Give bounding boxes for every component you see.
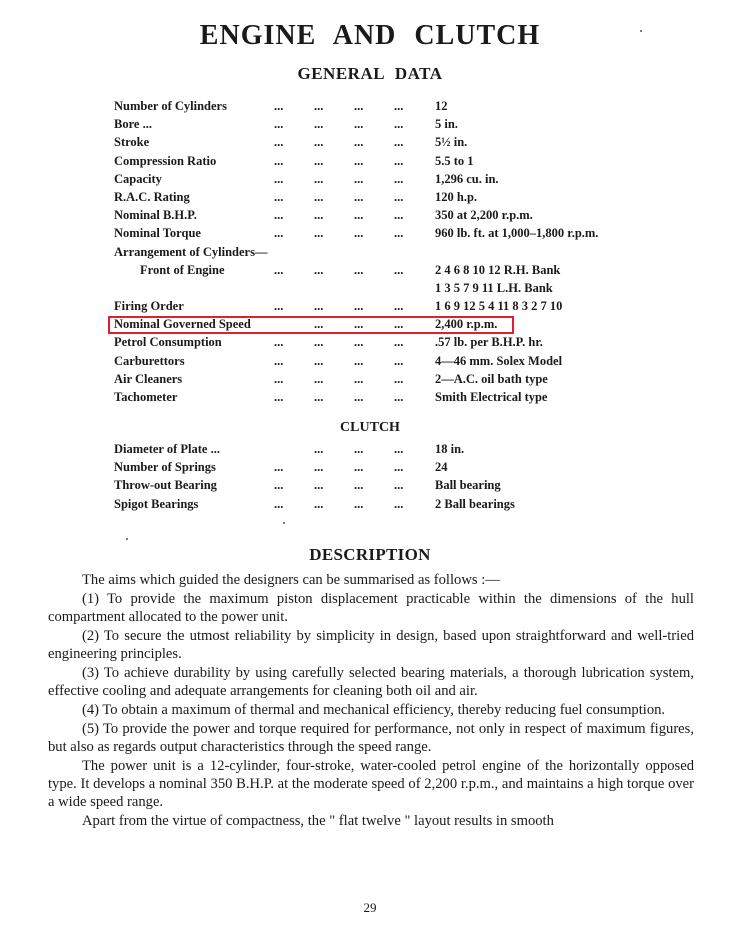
leader-dots: ... <box>314 442 324 456</box>
data-row-value: 18 in. <box>435 442 465 456</box>
leader-dots: ... <box>394 189 404 204</box>
leader-dots: ... <box>314 353 324 368</box>
leader-dots: ... <box>314 189 324 204</box>
leader-dots: ... <box>354 460 364 475</box>
leader-dots: ... <box>274 226 284 241</box>
leader-dots: ... <box>314 371 324 386</box>
description-paragraph: (5) To provide the power and torque required for performance, not only in respect of maximum figures, but also as regards output characteristics through the speed range. <box>48 721 694 755</box>
data-row-label: Carburettors <box>114 353 185 368</box>
leader-dots: ... <box>314 478 324 493</box>
leader-dots: ... <box>394 335 404 350</box>
description-paragraph: (3) To achieve durability by using carefully selected bearing materials, a thorough lubrication system, effective cooling and adequate arrangements for cleaning both oil and air. <box>48 665 694 699</box>
leader-dots: ... <box>274 153 284 168</box>
leader-dots: ... <box>314 226 324 241</box>
leader-dots: ... <box>314 153 324 168</box>
data-row-label: Capacity <box>114 171 162 186</box>
data-row <box>114 190 714 208</box>
leader-dots: ... <box>354 390 364 404</box>
data-row-value: 960 lb. ft. at 1,000–1,800 r.p.m. <box>435 226 599 241</box>
data-row-value: 4—46 mm. Solex Model <box>435 353 563 368</box>
section-heading-general-data: GENERAL DATA <box>297 64 443 83</box>
leader-dots: ... <box>394 299 404 314</box>
print-speck <box>126 538 128 540</box>
data-row-value: 2—A.C. oil bath type <box>435 371 548 386</box>
data-row-value: Ball bearing <box>435 478 501 493</box>
description-body <box>48 571 694 831</box>
leader-dots: ... <box>394 117 404 132</box>
data-row-label: Front of Engine <box>140 262 225 277</box>
leader-dots: ... <box>274 478 284 493</box>
data-row-label: Tachometer <box>114 390 178 404</box>
leader-dots: ... <box>274 189 284 204</box>
leader-dots: ... <box>274 117 284 132</box>
leader-dots: ... <box>354 262 364 277</box>
data-row-label: Air Cleaners <box>114 371 183 386</box>
data-row <box>114 281 714 299</box>
data-row-label: Arrangement of Cylinders— <box>114 244 268 259</box>
leader-dots: ... <box>354 335 364 350</box>
leader-dots: ... <box>354 442 364 456</box>
data-row <box>114 299 714 317</box>
leader-dots: ... <box>354 299 364 314</box>
leader-dots: ... <box>354 189 364 204</box>
leader-dots: ... <box>314 171 324 186</box>
leader-dots: ... <box>354 496 364 511</box>
leader-dots: ... <box>314 496 324 511</box>
leader-dots: ... <box>354 478 364 493</box>
leader-dots: ... <box>274 99 284 113</box>
data-row-label: Nominal Torque <box>114 226 201 241</box>
data-row-value: 5 in. <box>435 117 458 132</box>
leader-dots: ... <box>394 208 404 223</box>
description-paragraph: Apart from the virtue of compactness, the " flat twelve " layout results in smooth <box>82 813 554 829</box>
description-paragraph: The aims which guided the designers can be summarised as follows :— <box>82 572 500 588</box>
leader-dots: ... <box>354 226 364 241</box>
data-row <box>114 154 714 172</box>
leader-dots: ... <box>354 353 364 368</box>
leader-dots: ... <box>354 135 364 150</box>
data-row-value: 2,400 r.p.m. <box>435 317 498 332</box>
data-row-label: Bore ... <box>114 117 152 132</box>
leader-dots: ... <box>314 299 324 314</box>
data-row <box>114 497 714 515</box>
data-row <box>114 135 714 153</box>
clutch-data-table <box>114 442 714 515</box>
leader-dots: ... <box>394 153 404 168</box>
leader-dots: ... <box>354 153 364 168</box>
section-heading-clutch: CLUTCH <box>340 420 400 435</box>
description-paragraph: (1) To provide the maximum piston displacement practicable within the dimensions of the hull compartment allocated to the power unit. <box>48 591 694 625</box>
leader-dots: ... <box>274 371 284 386</box>
leader-dots: ... <box>314 390 324 404</box>
data-row-value: 350 at 2,200 r.p.m. <box>435 208 533 223</box>
leader-dots: ... <box>394 262 404 277</box>
page-number: 29 <box>363 900 377 915</box>
data-row-label: Diameter of Plate ... <box>114 442 220 456</box>
data-row-label: Number of Cylinders <box>114 99 227 113</box>
data-row <box>114 478 714 496</box>
section-heading-description: DESCRIPTION <box>309 545 431 564</box>
data-row-value: 1,296 cu. in. <box>435 171 499 186</box>
data-row <box>114 335 714 353</box>
data-row-value: 24 <box>435 460 448 475</box>
data-row <box>114 442 714 460</box>
leader-dots: ... <box>354 317 364 332</box>
data-row-label: Compression Ratio <box>114 153 217 168</box>
leader-dots: ... <box>394 478 404 493</box>
leader-dots: ... <box>274 353 284 368</box>
leader-dots: ... <box>274 171 284 186</box>
data-row-value: 12 <box>435 99 448 113</box>
leader-dots: ... <box>394 317 404 332</box>
data-row <box>114 172 714 190</box>
description-paragraph: The power unit is a 12-cylinder, four-stroke, water-cooled petrol engine of the horizontally opposed type. It develops a nominal 350 B.H.P. at the moderate speed of 2,200 r.p.m., and maintains a high torque over a wide speed range. <box>48 758 694 810</box>
data-row <box>114 354 714 372</box>
leader-dots: ... <box>314 135 324 150</box>
leader-dots: ... <box>394 226 404 241</box>
data-row-label: Nominal Governed Speed <box>114 317 251 332</box>
leader-dots: ... <box>394 442 404 456</box>
data-row-label: Spigot Bearings <box>114 496 199 511</box>
data-row-value: 2 4 6 8 10 12 R.H. Bank <box>435 262 561 277</box>
description-paragraph: (2) To secure the utmost reliability by simplicity in design, based upon straightforward and well-tried engineering principles. <box>48 628 694 662</box>
page-title: ENGINE AND CLUTCH <box>199 20 541 51</box>
leader-dots: ... <box>354 171 364 186</box>
leader-dots: ... <box>314 208 324 223</box>
leader-dots: ... <box>274 390 284 404</box>
leader-dots: ... <box>274 135 284 150</box>
data-row <box>114 208 714 226</box>
leader-dots: ... <box>314 117 324 132</box>
leader-dots: ... <box>274 262 284 277</box>
leader-dots: ... <box>354 208 364 223</box>
data-row-value: 2 Ball bearings <box>435 496 515 511</box>
data-row-label: R.A.C. Rating <box>114 189 190 204</box>
data-row-label: Firing Order <box>114 299 184 314</box>
data-row-label: Petrol Consumption <box>114 335 222 350</box>
leader-dots: ... <box>394 135 404 150</box>
data-row-value: Smith Electrical type <box>435 390 548 404</box>
leader-dots: ... <box>314 317 324 332</box>
highlight-box-governed-speed <box>108 316 514 334</box>
general-data-table <box>114 99 714 408</box>
leader-dots: ... <box>274 496 284 511</box>
leader-dots: ... <box>354 99 364 113</box>
data-row <box>114 460 714 478</box>
data-row-value: 1 3 5 7 9 11 L.H. Bank <box>435 280 553 295</box>
data-row-value: 5.5 to 1 <box>435 153 474 168</box>
description-paragraph: (4) To obtain a maximum of thermal and mechanical efficiency, thereby reducing fuel consumption. <box>82 702 666 718</box>
leader-dots: ... <box>394 353 404 368</box>
leader-dots: ... <box>274 208 284 223</box>
data-row <box>114 390 714 408</box>
leader-dots: ... <box>394 460 404 475</box>
data-row-value: 120 h.p. <box>435 189 478 204</box>
data-row <box>114 263 714 281</box>
data-row-value: 5½ in. <box>435 135 468 150</box>
leader-dots: ... <box>394 99 404 113</box>
leader-dots: ... <box>354 117 364 132</box>
data-row <box>114 372 714 390</box>
leader-dots: ... <box>314 262 324 277</box>
leader-dots: ... <box>314 460 324 475</box>
leader-dots: ... <box>314 99 324 113</box>
leader-dots: ... <box>354 371 364 386</box>
leader-dots: ... <box>394 496 404 511</box>
leader-dots: ... <box>274 299 284 314</box>
leader-dots: ... <box>274 460 284 475</box>
data-row <box>114 117 714 135</box>
leader-dots: ... <box>274 335 284 350</box>
data-row-label: Nominal B.H.P. <box>114 208 197 223</box>
leader-dots: ... <box>394 390 404 404</box>
leader-dots: ... <box>394 171 404 186</box>
leader-dots: ... <box>394 371 404 386</box>
data-row <box>114 226 714 244</box>
data-row-label: Stroke <box>114 135 150 150</box>
print-speck <box>283 522 285 524</box>
data-row <box>114 99 714 117</box>
data-row-value: .57 lb. per B.H.P. hr. <box>435 335 543 350</box>
data-row-value: 1 6 9 12 5 4 11 8 3 2 7 10 <box>435 299 563 314</box>
leader-dots: ... <box>314 335 324 350</box>
data-row-label: Number of Springs <box>114 460 216 475</box>
data-row <box>114 245 714 263</box>
print-speck <box>640 30 642 32</box>
data-row-label: Throw-out Bearing <box>114 478 217 493</box>
